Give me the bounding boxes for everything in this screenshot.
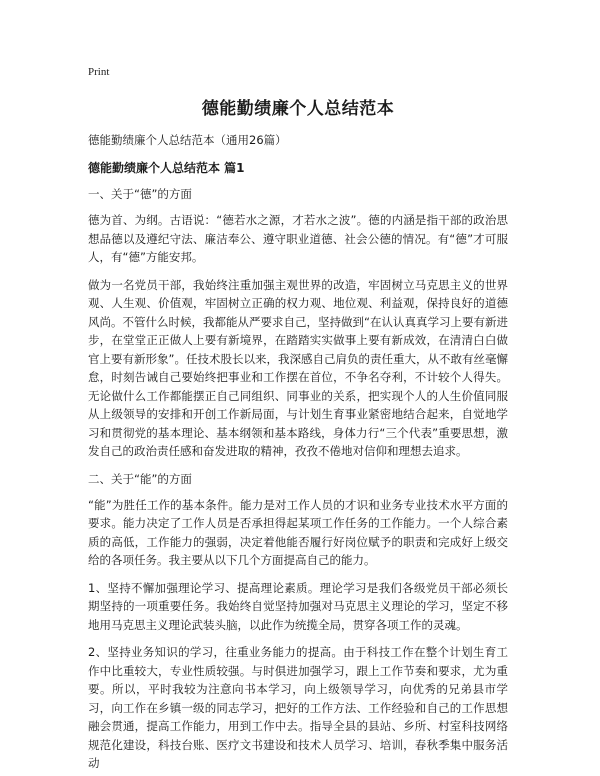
page-title: 德能勤绩廉个人总结范本 [201, 99, 395, 119]
document-subtitle: 德能勤绩廉个人总结范本（通用26篇） [88, 133, 287, 147]
print-label: Print [88, 66, 110, 78]
paragraph-de-detail: 做为一名党员干部，我始终注重加强主观世界的改造，牢固树立马克思主义的世界观、人生观、价值观，牢固树立正确的权力观、地位观、利益观，保持良好的道德风尚。不管什么时候，我都能从严要求自己，坚持做到“在认认真真学习上要有新进步，在堂堂正正做人上要有新境界，在踏踏实实做事上要有新成效，在清清白白做官上要有新形象”。任技术股长以来，我深感自己肩负的责任重大，从不敢有丝毫懈怠，时刻告诫自己要始终把事业和工作摆在首位，不争名夺利，不计较个人得失。无论做什么工作都能摆正自己同组织、同事业的关系，把实现个人的人生价值同服从上级领导的安排和开创工作新局面，与计划生育事业紧密地结合起来，自觉地学习和贯彻党的基本理论、基本纲领和基本路线，身体力行“三个代表”重要思想，激发自己的政治责任感和奋发进取的精神，孜孜不倦地对信仰和理想去追求。 [88, 277, 508, 458]
section-heading: 德能勤绩廉个人总结范本 篇1 [88, 161, 245, 175]
subheading-neng: 二、关于“能”的方面 [88, 471, 192, 486]
subheading-de: 一、关于“德”的方面 [88, 187, 192, 201]
paragraph-de-intro: 德为首、为纲。古语说：“德若水之源，才若水之波”。德的内涵是指干部的政治思想品德以及遵纪守法、廉洁奉公、遵守职业道德、社会公德的情况。有“德”才可服人，有“德”方能安邦。 [88, 213, 508, 264]
paragraph-neng-point-2: 2、坚持业务知识的学习，往重业务能力的提高。由于科技工作在整个计划生育工作中比重较大，专业性质较强。与时俱进加强学习，跟上工作节奏和要求，尤为重要。所以，平时我较为注意向书本学习，向上级领导学习，向优秀的兄弟县市学习，向工作在乡镇一级的同志学习，把好的工作方法、工作经验和自己的工作思想融会贯通，提高工作能力，用到工作中去。指导全县的县站、乡所、村室科技网络规范化建设，科技台账、医疗文书建设和技术人员学习、培训，春秋季集中服务活动 [88, 645, 508, 770]
paragraph-neng-intro: “能”为胜任工作的基本条件。能力是对工作人员的才识和业务专业技术水平方面的要求。能力决定了工作人员是否承担得起某项工作任务的工作能力。一个人综合素质的高低，工作能力的强弱，决定着他能否履行好岗位赋予的职责和完成好上级交给的各项任务。我主要从以下几个方面提高自己的能力。 [88, 497, 508, 567]
paragraph-neng-point-1: 1、坚持不懈加强理论学习、提高理论素质。理论学习是我们各级党员干部必须长期坚持的一项重要任务。我始终自觉坚持加强对马克思主义理论的学习，坚定不移地用马克思主义理论武装头脑，以此作为统揽全局，贯穿各项工作的灵魂。 [88, 580, 508, 632]
